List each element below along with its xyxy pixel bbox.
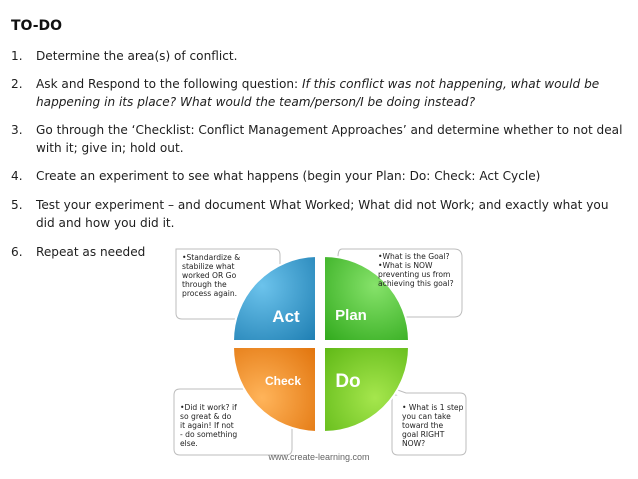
step-number: 1.	[11, 49, 23, 63]
step-number: 6.	[11, 245, 23, 259]
footer-source: www.create-learning.com	[268, 452, 370, 462]
pdca-diagram	[170, 243, 470, 461]
step-item	[11, 75, 626, 111]
steps-list	[11, 47, 626, 261]
step-item	[11, 167, 626, 185]
note-act: •Standardize & stabilize what worked OR Go through the process again.	[182, 253, 241, 298]
note-do: • What is 1 step you can take toward the goal RIGHT NOW?	[402, 403, 464, 448]
step-number: 5.	[11, 198, 23, 212]
step-number: 3.	[11, 123, 23, 137]
step-text: Ask and Respond to the following question:	[36, 77, 302, 91]
step-text: Create an experiment to see what happens (begin your Plan: Do: Check: Act Cycle)	[36, 169, 541, 183]
step-item	[11, 121, 626, 157]
step-text: Test your experiment – and document What Worked; What did not Work; and exactly what you did and how you did it.	[36, 198, 609, 230]
quadrant-label-plan: Plan	[335, 307, 367, 324]
step-item	[11, 196, 626, 232]
step-item	[11, 47, 626, 65]
step-question: If this conflict was not happening, what would be happening in its place? What would the team/person/I be doing instead?	[36, 77, 600, 109]
quadrant-label-do: Do	[335, 371, 361, 392]
note-check: •Did it work? if so great & do it again! If not - do something else.	[180, 403, 238, 448]
step-text: Repeat as needed	[36, 245, 146, 259]
quadrant-label-check: Check	[264, 374, 302, 388]
step-text: Determine the area(s) of conflict.	[36, 49, 238, 63]
step-number: 4.	[11, 169, 23, 183]
step-text: Go through the ‘Checklist: Conflict Management Approaches’ and determine whether to not deal with it; give in; hold out.	[36, 123, 623, 155]
step-number: 2.	[11, 77, 23, 91]
quadrant-label-act: Act	[272, 307, 300, 326]
note-plan: •What is the Goal? •What is NOW preventing us from achieving this goal?	[378, 252, 454, 288]
page-title: TO-DO	[11, 18, 63, 34]
